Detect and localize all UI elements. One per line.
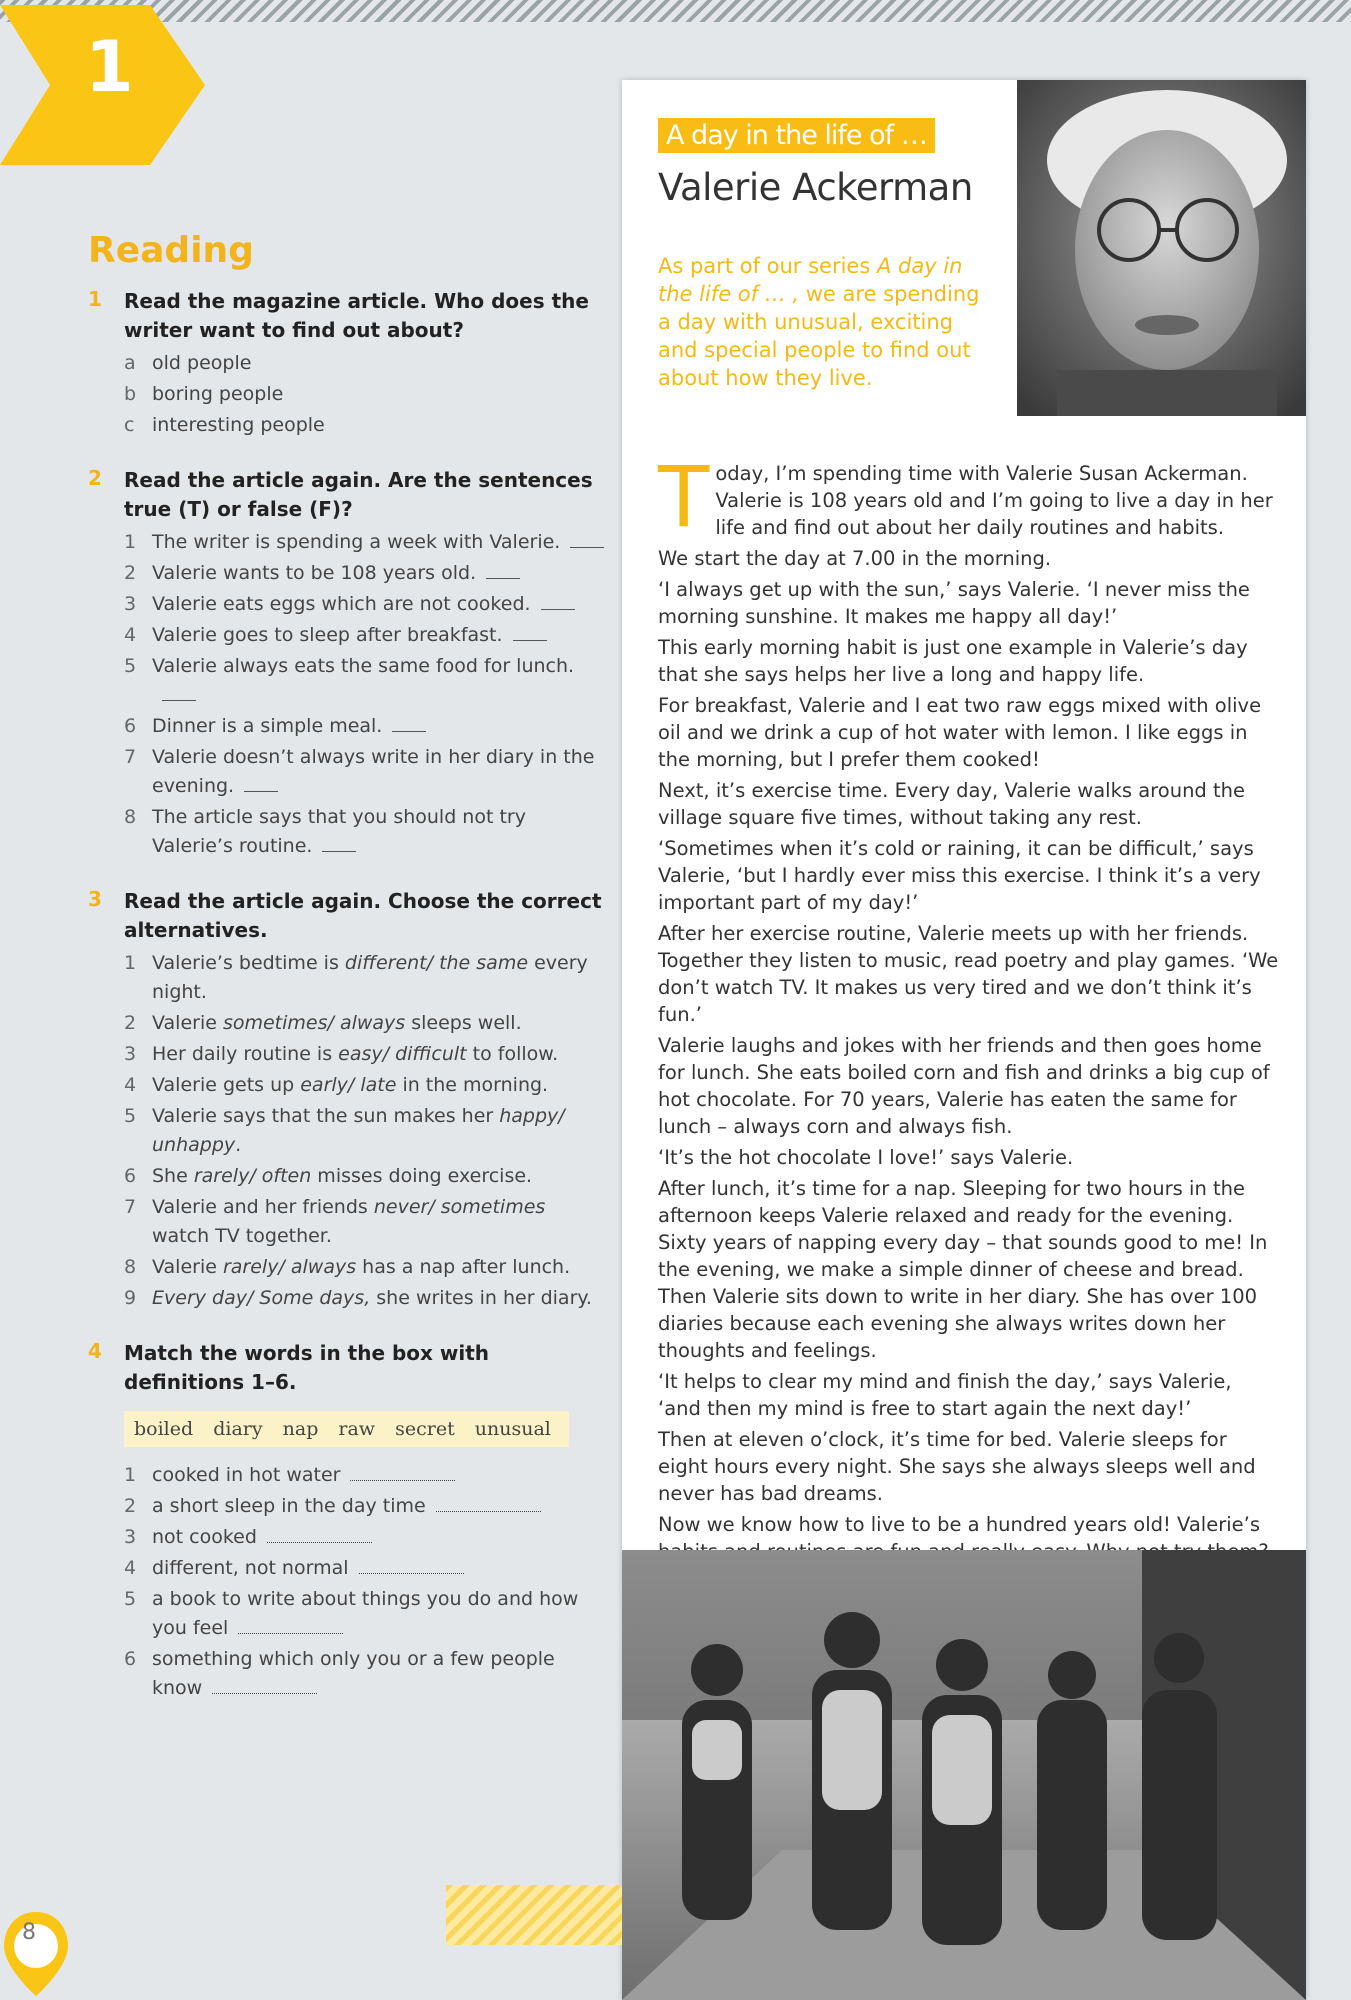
list-item: [124, 949, 608, 1007]
sentence-list: [124, 528, 608, 861]
answer-blank[interactable]: [267, 1528, 372, 1543]
item-text: cooked in hot water: [152, 1464, 341, 1486]
item-text: different, not normal: [152, 1557, 349, 1579]
exercises-column: [88, 230, 608, 1729]
bottom-stripe-decoration: [446, 1885, 622, 1945]
item-number: 3: [124, 1526, 137, 1548]
article-paragraph: We start the day at 7.00 in the morning.: [658, 547, 1052, 570]
list-item: [124, 652, 608, 710]
alternatives-list: [124, 949, 608, 1313]
page-number: 8: [22, 1920, 36, 1945]
item-number: 2: [124, 1012, 137, 1034]
option-label: c: [124, 414, 135, 436]
item-number: 2: [124, 1495, 137, 1517]
article-paragraph: Next, it’s exercise time. Every day, Valerie walks around the village square five times, without taking any rest.: [658, 779, 1245, 829]
article-headline: Valerie Ackerman: [658, 166, 973, 209]
portrait-photo: [1017, 80, 1306, 416]
alternatives-choice[interactable]: never/ sometimes: [373, 1196, 546, 1218]
item-text: misses doing exercise.: [311, 1165, 533, 1187]
article-paragraph: [658, 448, 1280, 546]
answer-blank[interactable]: [162, 686, 196, 701]
list-item: [124, 1492, 608, 1521]
list-item: [124, 1523, 608, 1552]
section-title: Reading: [88, 230, 254, 271]
item-text: something which only you or a few people know: [152, 1648, 555, 1699]
paragraph-text: oday, I’m spending time with Valerie Susan Ackerman. Valerie is 108 years old and I’m going to live a day in her life and find out about her daily routines and habits.: [715, 462, 1273, 539]
drop-cap: T: [658, 448, 710, 546]
exercise-1: [88, 287, 608, 440]
list-item: [124, 559, 608, 588]
item-number: 5: [124, 655, 137, 677]
answer-blank[interactable]: [212, 1679, 317, 1694]
answer-blank[interactable]: [350, 1466, 455, 1481]
list-item[interactable]: [124, 380, 608, 409]
item-text: has a nap after lunch.: [356, 1256, 571, 1278]
item-number: 8: [124, 1256, 137, 1278]
article-intro: [658, 252, 988, 392]
item-number: 4: [124, 1074, 137, 1096]
list-item: [124, 1461, 608, 1490]
answer-blank[interactable]: [392, 717, 426, 732]
item-number: 6: [124, 1165, 137, 1187]
article-body: [658, 448, 1280, 1569]
list-item: [124, 590, 608, 619]
item-text: Valerie wants to be 108 years old.: [152, 562, 477, 584]
article-paragraph: This early morning habit is just one example in Valerie’s day that she says helps her live a long and happy life.: [658, 636, 1248, 686]
exercise-2: [88, 466, 608, 861]
answer-blank[interactable]: [244, 777, 278, 792]
alternatives-choice[interactable]: rarely/ often: [193, 1165, 312, 1187]
exercise-number: 3: [88, 887, 102, 911]
article-paragraph: Then at eleven o’clock, it’s time for bed. Valerie sleeps for eight hours every night. She says she always sleeps well and never has bad dreams.: [658, 1428, 1256, 1505]
item-number: 7: [124, 1196, 137, 1218]
item-text: Valerie gets up: [152, 1074, 301, 1096]
group-walking-photo: [622, 1550, 1306, 2000]
list-item: [124, 1284, 608, 1313]
item-number: 4: [124, 1557, 137, 1579]
option-label: a: [124, 352, 136, 374]
item-number: 4: [124, 624, 137, 646]
item-text: .: [235, 1134, 242, 1156]
item-text: sleeps well.: [405, 1012, 522, 1034]
intro-text: we are spending a day with unusual, exciting and special people to find out about how they live.: [658, 282, 980, 390]
item-text: a short sleep in the day time: [152, 1495, 426, 1517]
list-item: [124, 1193, 608, 1251]
item-number: 3: [124, 1043, 137, 1065]
item-text: to follow.: [466, 1043, 559, 1065]
exercise-4: [88, 1339, 608, 1703]
list-item: [124, 1040, 608, 1069]
item-text: The article says that you should not try Valerie’s routine.: [152, 806, 526, 857]
option-text: interesting people: [152, 414, 325, 436]
option-text: boring people: [152, 383, 284, 405]
exercise-instruction: Match the words in the box with definitions 1–6.: [124, 1341, 490, 1394]
list-item: [124, 1071, 608, 1100]
intro-series-name: A day in the life of … ,: [658, 254, 963, 306]
exercise-instruction: Read the article again. Choose the correct alternatives.: [124, 889, 602, 942]
page-marker-icon: [0, 1908, 72, 2000]
answer-blank[interactable]: [486, 564, 520, 579]
article-paragraph: ‘I always get up with the sun,’ says Valerie. ‘I never miss the morning sunshine. It makes me happy all day!’: [658, 578, 1250, 628]
item-text: Valerie eats eggs which are not cooked.: [152, 593, 531, 615]
item-text: Dinner is a simple meal.: [152, 715, 383, 737]
item-text: in the morning.: [396, 1074, 549, 1096]
item-number: 1: [124, 952, 137, 974]
item-text: watch TV together.: [152, 1225, 332, 1247]
exercise-number: 2: [88, 466, 102, 490]
list-item: [124, 1009, 608, 1038]
list-item: [124, 1554, 608, 1583]
list-item: [124, 1585, 608, 1643]
item-text: She: [152, 1165, 194, 1187]
option-list: [124, 349, 608, 440]
answer-blank[interactable]: [359, 1559, 464, 1574]
list-item: [124, 1162, 608, 1191]
item-text: not cooked: [152, 1526, 257, 1548]
item-text: a book to write about things you do and how you feel: [152, 1588, 579, 1639]
list-item: [124, 1102, 608, 1160]
list-item[interactable]: [124, 411, 608, 440]
item-number: 1: [124, 1464, 137, 1486]
answer-blank[interactable]: [570, 533, 604, 548]
answer-blank[interactable]: [436, 1497, 541, 1512]
alternatives-choice[interactable]: easy/ difficult: [338, 1043, 467, 1065]
item-text: every night.: [152, 952, 588, 1003]
article-paragraph: After lunch, it’s time for a nap. Sleeping for two hours in the afternoon keeps Valerie relaxed and ready for the evening. Sixty years of napping every day – that sounds good to me! In the evening, we make a simple dinner of cheese and bread. Then Valerie sits down to write in her diary. She has over 100 diaries because each evening she always writes down her thoughts and feelings.: [658, 1177, 1268, 1362]
alternatives-choice[interactable]: happy/ unhappy: [152, 1105, 565, 1156]
item-text: Valerie: [152, 1256, 223, 1278]
exercise-number: 4: [88, 1339, 102, 1363]
answer-blank[interactable]: [322, 837, 356, 852]
item-text: Valerie: [152, 1012, 223, 1034]
item-number: 5: [124, 1105, 137, 1127]
item-text: Valerie says that the sun makes her: [152, 1105, 500, 1127]
item-number: 6: [124, 715, 137, 737]
answer-blank[interactable]: [541, 595, 575, 610]
item-number: 6: [124, 1648, 137, 1670]
unit-number: 1: [85, 26, 134, 108]
word-box: boiled diary nap raw secret unusual: [124, 1411, 569, 1447]
magazine-article: [622, 80, 1306, 2000]
article-paragraph: Valerie laughs and jokes with her friends and then goes home for lunch. She eats boiled corn and fish and drinks a big cup of hot chocolate. For 70 years, Valerie has eaten the same for lunch – always corn and always fish.: [658, 1034, 1270, 1138]
article-paragraph: ‘It’s the hot chocolate I love!’ says Valerie.: [658, 1146, 1074, 1169]
article-paragraph: For breakfast, Valerie and I eat two raw eggs mixed with olive oil and we drink a cup of hot water with lemon. I like eggs in the morning, but I prefer them cooked!: [658, 694, 1262, 771]
exercise-3: [88, 887, 608, 1313]
list-item: [124, 743, 608, 801]
item-text: Valerie goes to sleep after breakfast.: [152, 624, 503, 646]
article-paragraph: ‘Sometimes when it’s cold or raining, it can be difficult,’ says Valerie, ‘but I hardly ever miss this exercise. I think it’s a very important part of my day!’: [658, 837, 1261, 914]
item-number: 2: [124, 562, 137, 584]
alternatives-choice[interactable]: rarely/ always: [222, 1256, 357, 1278]
option-text: old people: [152, 352, 252, 374]
definition-list: [124, 1461, 608, 1703]
item-text: Valerie and her friends: [152, 1196, 374, 1218]
alternatives-choice[interactable]: different/ the same: [344, 952, 529, 974]
list-item: [124, 1645, 608, 1703]
list-item: [124, 1253, 608, 1282]
alternatives-choice[interactable]: Every day/ Some days,: [152, 1287, 371, 1309]
item-text: Her daily routine is: [152, 1043, 339, 1065]
option-label: b: [124, 383, 137, 405]
item-text: The writer is spending a week with Valerie.: [152, 531, 561, 553]
item-number: 8: [124, 806, 137, 828]
item-text: she writes in her diary.: [370, 1287, 592, 1309]
item-text: Valerie always eats the same food for lunch.: [152, 655, 575, 677]
article-paragraph: ‘It helps to clear my mind and finish the day,’ says Valerie, ‘and then my mind is free to start again the next day!’: [658, 1370, 1232, 1420]
list-item: [124, 712, 608, 741]
answer-blank[interactable]: [513, 626, 547, 641]
item-number: 7: [124, 746, 137, 768]
alternatives-choice[interactable]: early/ late: [300, 1074, 397, 1096]
article-paragraph: After her exercise routine, Valerie meets up with her friends. Together they listen to music, read poetry and play games. ‘We don’t watch TV. It makes us very tired and we don’t think it’s fun.’: [658, 922, 1279, 1026]
alternatives-choice[interactable]: sometimes/ always: [222, 1012, 406, 1034]
item-number: 3: [124, 593, 137, 615]
exercise-number: 1: [88, 287, 102, 311]
item-text: Valerie doesn’t always write in her diary in the evening.: [152, 746, 595, 797]
intro-text: As part of our series: [658, 254, 877, 278]
series-tag: A day in the life of …: [658, 118, 935, 153]
item-text: Valerie’s bedtime is: [152, 952, 345, 974]
answer-blank[interactable]: [238, 1619, 343, 1634]
article-paragraph: Now we know how to live to be a hundred years old! Valerie’s: [658, 1513, 1261, 1536]
top-stripe-decoration: [0, 0, 1351, 22]
list-item: [124, 621, 608, 650]
list-item: [124, 528, 608, 557]
item-number: 5: [124, 1588, 137, 1610]
list-item: [124, 803, 608, 861]
exercise-instruction: Read the magazine article. Who does the writer want to find out about?: [124, 289, 589, 342]
list-item[interactable]: [124, 349, 608, 378]
item-number: 1: [124, 531, 137, 553]
exercise-instruction: Read the article again. Are the sentences true (T) or false (F)?: [124, 468, 593, 521]
item-number: 9: [124, 1287, 137, 1309]
